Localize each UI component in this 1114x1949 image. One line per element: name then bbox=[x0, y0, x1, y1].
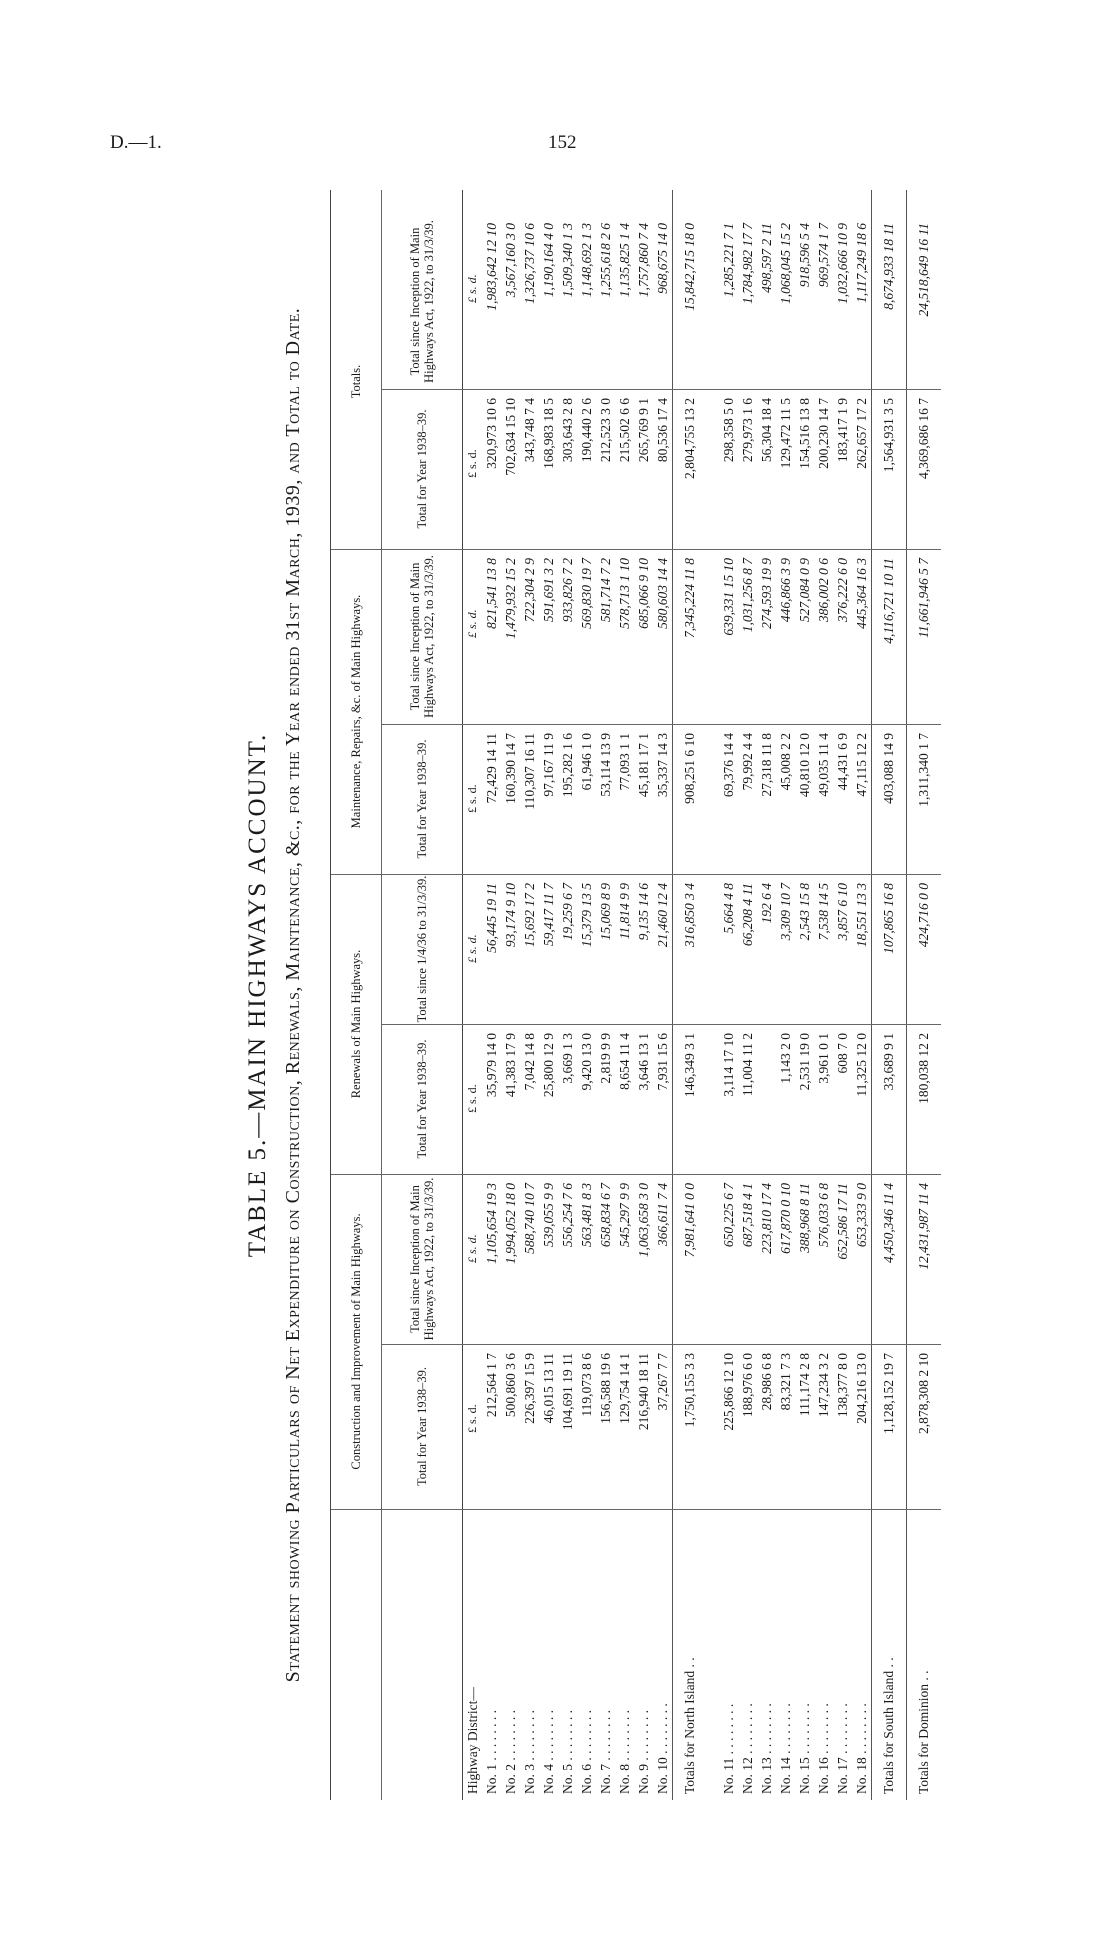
row-label: No. 15 . . . . . . . . bbox=[797, 1703, 812, 1794]
cell-value: 2,819 9 9 bbox=[598, 1033, 613, 1084]
table-row bbox=[852, 190, 871, 1800]
row-label: No. 3 . . . . . . . . bbox=[522, 1710, 537, 1794]
table-row bbox=[814, 190, 833, 1800]
row-label: No. 4 . . . . . . . . bbox=[541, 1710, 556, 1794]
cell-value: 658,834 6 7 bbox=[598, 1183, 613, 1248]
table-row bbox=[738, 190, 757, 1800]
row-label: No. 7 . . . . . . . . bbox=[598, 1710, 613, 1794]
cell-value: 192 6 4 bbox=[759, 883, 774, 924]
cell-value: 569,830 19 7 bbox=[579, 558, 594, 629]
table-subtitle: Statement showing Particulars of Net Expenditure on Construction, Renewals, Maintenance, &c., for the Year ended 31st March, 1939, and Total to Date. bbox=[282, 307, 304, 1683]
cell-value: 527,084 0 9 bbox=[797, 558, 812, 623]
table-row bbox=[653, 190, 672, 1800]
column-header: Total since 1/4/36 to 31/3/39. bbox=[382, 874, 462, 1025]
cell-value: 1,255,618 2 6 bbox=[598, 223, 613, 298]
cell-value: 40,810 12 0 bbox=[797, 733, 812, 798]
table-body bbox=[463, 190, 941, 1800]
cell-value: 702,634 15 10 bbox=[503, 398, 518, 476]
table-row bbox=[615, 190, 634, 1800]
cell-value: 111,174 2 8 bbox=[797, 1353, 812, 1417]
cell-value: 1,032,666 10 9 bbox=[835, 223, 850, 304]
cell-value: 580,603 14 4 bbox=[655, 558, 670, 629]
column-rule bbox=[381, 1174, 941, 1175]
table-row bbox=[558, 190, 577, 1800]
cell-value: 69,376 14 4 bbox=[721, 733, 736, 798]
cell-value: 21,460 12 4 bbox=[655, 883, 670, 948]
row-label: Totals for South Island . . bbox=[881, 1657, 896, 1794]
cell-value: 7,042 14 8 bbox=[522, 1033, 537, 1091]
cell-value: 44,431 6 9 bbox=[835, 733, 850, 791]
row-label: No. 17 . . . . . . . . bbox=[835, 1703, 850, 1794]
cell-value: 129,754 14 1 bbox=[617, 1353, 632, 1424]
cell-value: 37,267 7 7 bbox=[655, 1353, 670, 1411]
cell-value: 556,254 7 6 bbox=[560, 1183, 575, 1248]
row-label: No. 2 . . . . . . . . bbox=[503, 1710, 518, 1794]
cell-value: 588,740 10 7 bbox=[522, 1183, 537, 1254]
cell-value: 27,318 11 8 bbox=[759, 733, 774, 797]
table-row bbox=[776, 190, 795, 1800]
cell-value: 279,973 1 6 bbox=[740, 398, 755, 463]
currency-units-row bbox=[463, 190, 482, 1800]
row-label: No. 18 . . . . . . . . bbox=[854, 1703, 869, 1794]
table-row bbox=[577, 190, 596, 1800]
column-rule bbox=[381, 549, 941, 550]
cell-value: 320,973 10 6 bbox=[484, 398, 499, 469]
cell-value: 446,866 3 9 bbox=[778, 558, 793, 623]
cell-value: 225,866 12 10 bbox=[721, 1353, 736, 1431]
cell-value: 2,804,755 13 2 bbox=[682, 398, 697, 479]
cell-value: 195,282 1 6 bbox=[560, 733, 575, 798]
cell-value: 650,225 6 7 bbox=[721, 1183, 736, 1248]
cell-value: 3,646 13 1 bbox=[636, 1033, 651, 1091]
cell-value: 303,643 2 8 bbox=[560, 398, 575, 463]
cell-value: 1,509,340 1 3 bbox=[560, 223, 575, 298]
group-header-row bbox=[331, 190, 382, 1800]
cell-value: 154,516 13 8 bbox=[797, 398, 812, 469]
cell-value: 215,502 6 6 bbox=[617, 398, 632, 463]
column-header: Total since Inception of Main Highways Act, 1922, to 31/3/39. bbox=[382, 214, 462, 390]
cell-value: 403,088 14 9 bbox=[881, 733, 896, 804]
table-title: TABLE 5.—MAIN HIGHWAYS ACCOUNT. bbox=[244, 732, 271, 1258]
cell-value: 11,004 11 2 bbox=[740, 1033, 755, 1097]
row-label: Totals for Dominion . . bbox=[916, 1670, 931, 1794]
table-row bbox=[539, 190, 558, 1800]
spacer bbox=[707, 190, 719, 1800]
cell-value: 47,115 12 2 bbox=[854, 733, 869, 797]
cell-value: 653,333 9 0 bbox=[854, 1183, 869, 1248]
cell-value: 2,878,308 2 10 bbox=[916, 1353, 931, 1434]
table-row bbox=[833, 190, 852, 1800]
cell-value: 4,369,686 16 7 bbox=[916, 398, 931, 479]
cell-value: 97,167 11 9 bbox=[541, 733, 556, 797]
table-row bbox=[596, 190, 615, 1800]
cell-value: 11,814 9 9 bbox=[617, 883, 632, 940]
cell-value: 72,429 14 11 bbox=[484, 733, 499, 804]
cell-value: 376,222 6 0 bbox=[835, 558, 850, 623]
column-rule bbox=[381, 1344, 941, 1345]
cell-value: 11,325 12 0 bbox=[854, 1033, 869, 1097]
currency-units: £ s. d. bbox=[465, 784, 479, 813]
page-number: 152 bbox=[548, 132, 577, 153]
cell-value: 1,326,737 10 6 bbox=[522, 223, 537, 304]
table-row bbox=[795, 190, 814, 1800]
cell-value: 46,015 13 11 bbox=[541, 1353, 556, 1424]
cell-value: 18,551 13 3 bbox=[854, 883, 869, 948]
row-label: Totals for North Island . . bbox=[682, 1657, 697, 1794]
row-label: No. 16 . . . . . . . . bbox=[816, 1703, 831, 1794]
cell-value: 28,986 6 8 bbox=[759, 1353, 774, 1411]
cell-value: 35,337 14 3 bbox=[655, 733, 670, 798]
cell-value: 61,946 1 0 bbox=[579, 733, 594, 791]
cell-value: 933,826 7 2 bbox=[560, 558, 575, 623]
cell-value: 9,135 14 6 bbox=[636, 883, 651, 941]
cell-value: 156,588 19 6 bbox=[598, 1353, 613, 1424]
table-row bbox=[482, 190, 501, 1800]
cell-value: 821,541 13 8 bbox=[484, 558, 499, 629]
group-header-renewals: Renewals of Main Highways. bbox=[331, 874, 381, 1175]
column-header-row bbox=[382, 190, 463, 1800]
cell-value: 183,417 1 9 bbox=[835, 398, 850, 463]
cell-value: 498,597 2 11 bbox=[759, 223, 774, 293]
cell-value: 617,870 0 10 bbox=[778, 1183, 793, 1254]
row-label: No. 14 . . . . . . . . bbox=[778, 1703, 793, 1794]
table-row bbox=[520, 190, 539, 1800]
cell-value: 639,331 15 10 bbox=[721, 558, 736, 636]
cell-value: 45,008 2 2 bbox=[778, 733, 793, 791]
cell-value: 608 7 0 bbox=[835, 1033, 850, 1074]
cell-value: 386,002 0 6 bbox=[816, 558, 831, 623]
cell-value: 685,066 9 10 bbox=[636, 558, 651, 629]
cell-value: 1,750,155 3 3 bbox=[682, 1353, 697, 1428]
cell-value: 83,321 7 3 bbox=[778, 1353, 793, 1411]
cell-value: 581,714 7 2 bbox=[598, 558, 613, 623]
group-header-totals: Totals. bbox=[331, 214, 381, 550]
currency-units: £ s. d. bbox=[465, 1404, 479, 1433]
cell-value: 168,983 18 5 bbox=[541, 398, 556, 469]
cell-value: 8,654 11 4 bbox=[617, 1033, 632, 1090]
cell-value: 1,148,692 1 3 bbox=[579, 223, 594, 298]
currency-units: £ s. d. bbox=[465, 1084, 479, 1113]
cell-value: 160,390 14 7 bbox=[503, 733, 518, 804]
cell-value: 104,691 19 11 bbox=[560, 1353, 575, 1431]
row-label: No. 10 . . . . . . . . bbox=[655, 1703, 670, 1794]
cell-value: 722,304 2 9 bbox=[522, 558, 537, 623]
cell-value: 539,055 9 9 bbox=[541, 1183, 556, 1248]
group-header-maintenance: Maintenance, Repairs, &c. of Main Highways. bbox=[331, 549, 381, 875]
cell-value: 343,748 7 4 bbox=[522, 398, 537, 463]
cell-value: 1,983,642 12 10 bbox=[484, 223, 499, 311]
cell-value: 3,961 0 1 bbox=[816, 1033, 831, 1084]
cell-value: 107,865 16 8 bbox=[881, 883, 896, 954]
cell-value: 7,981,641 0 0 bbox=[682, 1183, 697, 1258]
cell-value: 1,135,825 1 4 bbox=[617, 223, 632, 298]
cell-value: 1,105,654 19 3 bbox=[484, 1183, 499, 1264]
cell-value: 424,716 0 0 bbox=[916, 883, 931, 948]
cell-value: 15,069 8 9 bbox=[598, 883, 613, 941]
cell-value: 56,445 19 11 bbox=[484, 883, 499, 953]
cell-value: 12,431,987 11 4 bbox=[916, 1183, 931, 1270]
cell-value: 45,181 17 1 bbox=[636, 733, 651, 798]
cell-value: 15,692 17 2 bbox=[522, 883, 537, 948]
cell-value: 4,450,346 11 4 bbox=[881, 1183, 896, 1263]
row-label: No. 12 . . . . . . . . bbox=[740, 1703, 755, 1794]
row-label: No. 9 . . . . . . . . bbox=[636, 1710, 651, 1794]
total-row bbox=[871, 190, 906, 1800]
cell-value: 24,518,649 16 11 bbox=[916, 223, 931, 317]
cell-value: 119,073 8 6 bbox=[579, 1353, 594, 1417]
highways-account-table bbox=[330, 190, 941, 1800]
cell-value: 1,564,931 3 5 bbox=[881, 398, 896, 473]
group-header-construction: Construction and Improvement of Main Highways. bbox=[331, 1174, 381, 1510]
column-rule bbox=[381, 389, 941, 390]
cell-value: 56,304 18 4 bbox=[759, 398, 774, 463]
cell-value: 66,208 4 11 bbox=[740, 883, 755, 947]
cell-value: 212,564 1 7 bbox=[484, 1353, 499, 1418]
column-header: Total for Year 1938–39. bbox=[382, 724, 462, 875]
cell-value: 969,574 1 7 bbox=[816, 223, 831, 288]
cell-value: 274,593 19 9 bbox=[759, 558, 774, 629]
cell-value: 298,358 5 0 bbox=[721, 398, 736, 463]
cell-value: 1,190,164 4 0 bbox=[541, 223, 556, 298]
section-label: Highway District— bbox=[465, 1687, 480, 1794]
row-label: No. 13 . . . . . . . . bbox=[759, 1703, 774, 1794]
cell-value: 129,472 11 5 bbox=[778, 398, 793, 469]
column-header: Total since Inception of Main Highways Act, 1922, to 31/3/39. bbox=[382, 549, 462, 725]
cell-value: 545,297 9 9 bbox=[617, 1183, 632, 1248]
cell-value: 138,377 8 0 bbox=[835, 1353, 850, 1418]
currency-units: £ s. d. bbox=[465, 449, 479, 478]
cell-value: 80,536 17 4 bbox=[655, 398, 670, 463]
cell-value: 49,035 11 4 bbox=[816, 733, 831, 797]
cell-value: 216,940 18 11 bbox=[636, 1353, 651, 1431]
column-rule bbox=[381, 874, 941, 875]
cell-value: 226,397 15 9 bbox=[522, 1353, 537, 1424]
cell-value: 7,345,224 11 8 bbox=[682, 558, 697, 638]
column-rule bbox=[381, 724, 941, 725]
column-header: Total for Year 1938–39. bbox=[382, 1344, 462, 1510]
column-header: Total for Year 1938–39. bbox=[382, 389, 462, 550]
row-label: No. 5 . . . . . . . . bbox=[560, 1710, 575, 1794]
table-row bbox=[634, 190, 653, 1800]
cell-value: 190,440 2 6 bbox=[579, 398, 594, 463]
column-header: Total since Inception of Main Highways Act, 1922, to 31/3/39. bbox=[382, 1174, 462, 1345]
cell-value: 41,383 17 9 bbox=[503, 1033, 518, 1098]
total-row bbox=[906, 190, 941, 1800]
cell-value: 1,784,982 17 7 bbox=[740, 223, 755, 304]
cell-value: 2,543 15 8 bbox=[797, 883, 812, 941]
cell-value: 2,531 19 0 bbox=[797, 1033, 812, 1091]
rotated-table-block bbox=[244, 190, 964, 1800]
cell-value: 110,307 16 11 bbox=[522, 733, 537, 810]
cell-value: 5,664 4 8 bbox=[721, 883, 736, 934]
table-row bbox=[757, 190, 776, 1800]
cell-value: 7,931 15 6 bbox=[655, 1033, 670, 1091]
cell-value: 93,174 9 10 bbox=[503, 883, 518, 948]
cell-value: 3,857 6 10 bbox=[835, 883, 850, 941]
cell-value: 3,309 10 7 bbox=[778, 883, 793, 941]
cell-value: 53,114 13 9 bbox=[598, 733, 613, 797]
cell-value: 19,259 6 7 bbox=[560, 883, 575, 941]
cell-value: 3,567,160 3 0 bbox=[503, 223, 518, 298]
cell-value: 652,586 17 11 bbox=[835, 1183, 850, 1260]
cell-value: 1,757,860 7 4 bbox=[636, 223, 651, 298]
total-row bbox=[672, 190, 707, 1800]
cell-value: 918,596 5 4 bbox=[797, 223, 812, 288]
cell-value: 1,128,152 19 7 bbox=[881, 1353, 896, 1434]
cell-value: 212,523 3 0 bbox=[598, 398, 613, 463]
cell-value: 25,800 12 9 bbox=[541, 1033, 556, 1098]
cell-value: 968,675 14 0 bbox=[655, 223, 670, 294]
cell-value: 59,417 11 7 bbox=[541, 883, 556, 947]
cell-value: 3,669 1 3 bbox=[560, 1033, 575, 1084]
cell-value: 1,285,221 7 1 bbox=[721, 223, 736, 298]
cell-value: 204,216 13 0 bbox=[854, 1353, 869, 1424]
cell-value: 1,117,249 18 6 bbox=[854, 223, 869, 303]
cell-value: 147,234 3 2 bbox=[816, 1353, 831, 1418]
cell-value: 578,713 1 10 bbox=[617, 558, 632, 629]
cell-value: 9,420 13 0 bbox=[579, 1033, 594, 1091]
cell-value: 4,116,721 10 11 bbox=[881, 558, 896, 644]
cell-value: 8,674,933 18 11 bbox=[881, 223, 896, 310]
cell-value: 563,481 8 3 bbox=[579, 1183, 594, 1248]
currency-units: £ s. d. bbox=[465, 609, 479, 638]
cell-value: 79,992 4 4 bbox=[740, 733, 755, 791]
row-label: No. 1 . . . . . . . . bbox=[484, 1710, 499, 1794]
cell-value: 500,860 3 6 bbox=[503, 1353, 518, 1418]
page-reference: D.—1. bbox=[110, 132, 162, 153]
cell-value: 1,031,256 8 7 bbox=[740, 558, 755, 633]
cell-value: 7,538 14 5 bbox=[816, 883, 831, 941]
column-rule bbox=[381, 1509, 941, 1510]
cell-value: 687,518 4 1 bbox=[740, 1183, 755, 1248]
cell-value: 316,850 3 4 bbox=[682, 883, 697, 948]
cell-value: 1,994,052 18 0 bbox=[503, 1183, 518, 1264]
row-label: No. 6 . . . . . . . . bbox=[579, 1710, 594, 1794]
cell-value: 15,379 13 5 bbox=[579, 883, 594, 948]
table-row bbox=[501, 190, 520, 1800]
cell-value: 33,689 9 1 bbox=[881, 1033, 896, 1091]
cell-value: 1,063,658 3 0 bbox=[636, 1183, 651, 1258]
row-label: No. 11 . . . . . . . . bbox=[721, 1703, 736, 1794]
row-label: No. 8 . . . . . . . . bbox=[617, 1710, 632, 1794]
cell-value: 35,979 14 0 bbox=[484, 1033, 499, 1098]
cell-value: 188,976 6 0 bbox=[740, 1353, 755, 1418]
cell-value: 1,143 2 0 bbox=[778, 1033, 793, 1084]
currency-units: £ s. d. bbox=[465, 274, 479, 303]
cell-value: 11,661,946 5 7 bbox=[916, 558, 931, 638]
cell-value: 262,657 17 2 bbox=[854, 398, 869, 469]
column-rule bbox=[381, 1024, 941, 1025]
cell-value: 15,842,715 18 0 bbox=[682, 223, 697, 311]
column-header: Total for Year 1938–39. bbox=[382, 1024, 462, 1175]
cell-value: 591,691 3 2 bbox=[541, 558, 556, 623]
cell-value: 146,349 3 1 bbox=[682, 1033, 697, 1098]
table-row bbox=[719, 190, 738, 1800]
cell-value: 908,251 6 10 bbox=[682, 733, 697, 804]
currency-units: £ s. d. bbox=[465, 934, 479, 963]
cell-value: 223,810 17 4 bbox=[759, 1183, 774, 1254]
cell-value: 77,093 1 1 bbox=[617, 733, 632, 791]
stub-header bbox=[382, 1510, 462, 1800]
cell-value: 180,038 12 2 bbox=[916, 1033, 931, 1104]
cell-value: 200,230 14 7 bbox=[816, 398, 831, 469]
cell-value: 3,114 17 10 bbox=[721, 1033, 736, 1097]
currency-units: £ s. d. bbox=[465, 1234, 479, 1263]
cell-value: 366,611 7 4 bbox=[655, 1183, 670, 1247]
cell-value: 1,311,340 1 7 bbox=[916, 733, 931, 807]
cell-value: 1,479,932 15 2 bbox=[503, 558, 518, 639]
cell-value: 445,364 16 3 bbox=[854, 558, 869, 629]
cell-value: 388,968 8 11 bbox=[797, 1183, 812, 1253]
cell-value: 265,769 9 1 bbox=[636, 398, 651, 463]
cell-value: 576,033 6 8 bbox=[816, 1183, 831, 1248]
cell-value: 1,068,045 15 2 bbox=[778, 223, 793, 304]
